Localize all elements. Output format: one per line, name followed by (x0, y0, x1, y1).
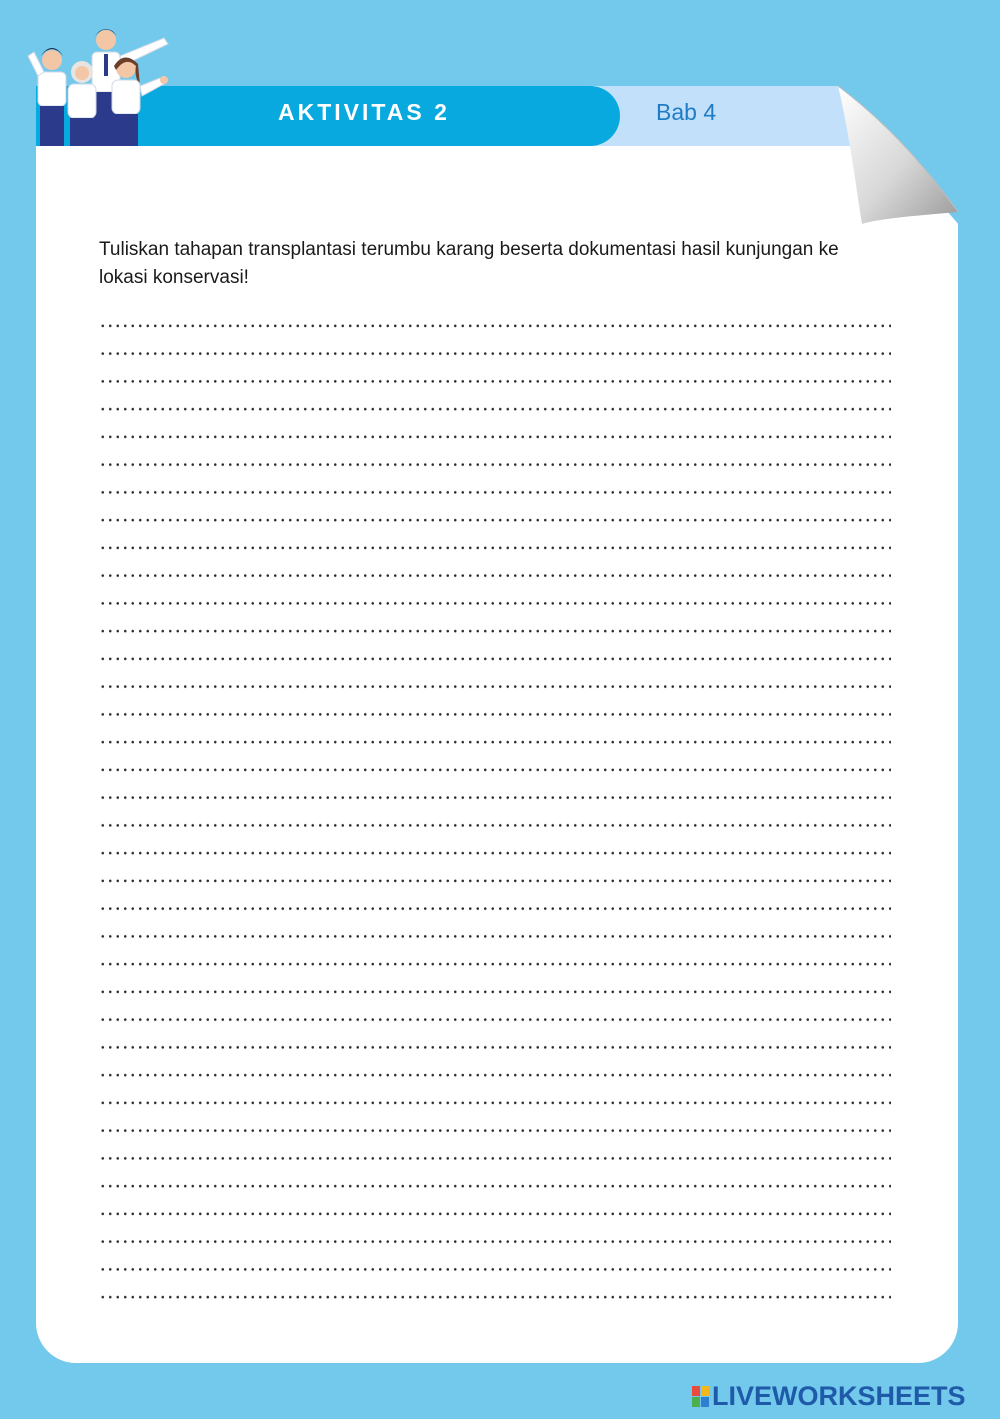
students-illustration (24, 26, 184, 148)
liveworksheets-logo-icon (692, 1386, 709, 1407)
brand-text: LIVEWORKSHEETS (712, 1381, 966, 1411)
instruction-text: Tuliskan tahapan transplantasi terumbu karang beserta dokumentasi hasil kunjungan ke lokasi konservasi! (99, 239, 839, 288)
chapter-label: Bab 4 (656, 99, 717, 125)
liveworksheets-brand (692, 1381, 966, 1411)
answer-textarea[interactable] (99, 312, 891, 1302)
activity-title: AKTIVITAS 2 (278, 99, 450, 125)
page-curl-icon (838, 86, 960, 226)
